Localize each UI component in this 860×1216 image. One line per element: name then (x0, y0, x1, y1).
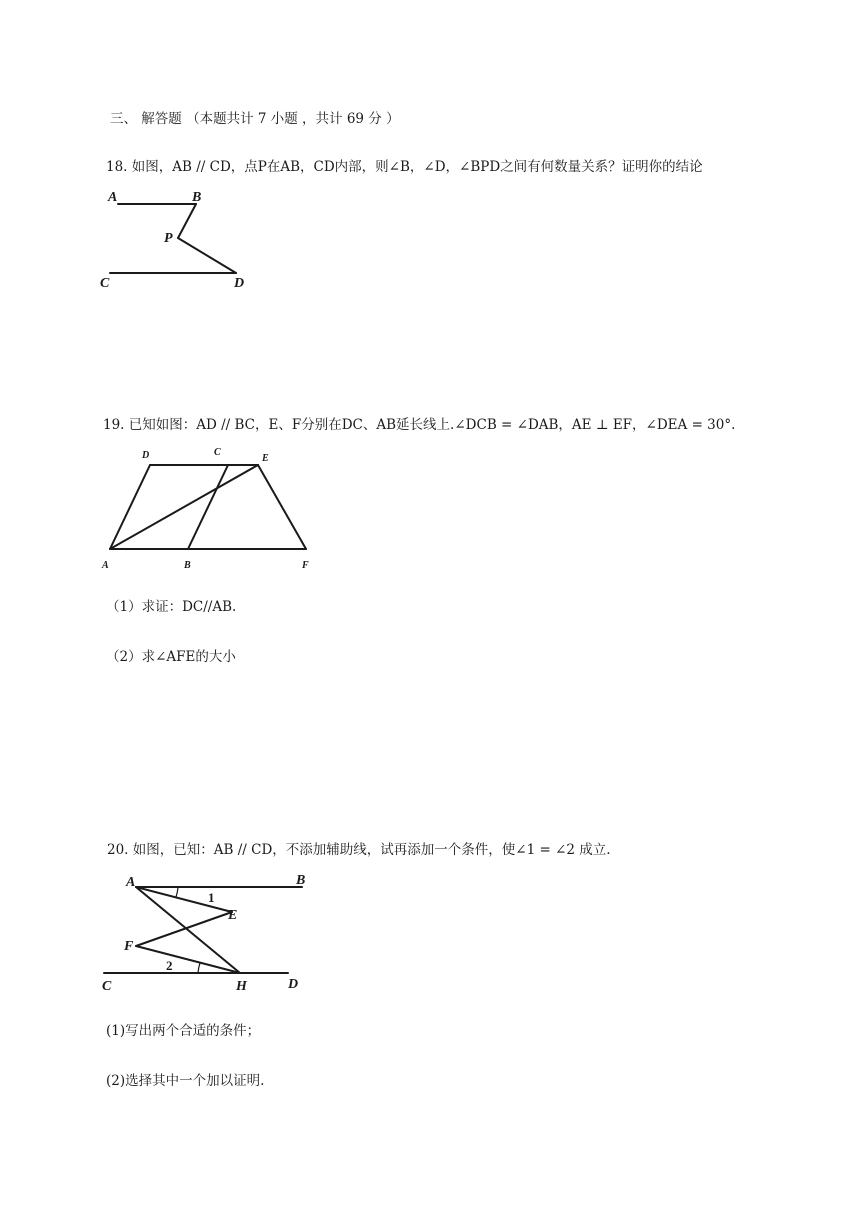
segment-ad (110, 465, 150, 549)
label-b: B (296, 873, 306, 888)
label-h: H (236, 979, 247, 994)
label-c: C (214, 447, 221, 458)
label-f: F (302, 560, 309, 571)
segment-bp (178, 204, 196, 238)
label-d: D (234, 276, 245, 291)
angle-1-arc (176, 887, 178, 897)
question-20-sub2: (2)选择其中一个加以证明. (106, 1073, 265, 1089)
label-c: C (102, 979, 112, 994)
label-f: F (124, 939, 134, 954)
label-b: B (192, 190, 202, 205)
label-e: E (228, 908, 238, 923)
label-a: A (126, 875, 136, 890)
label-c: C (100, 276, 110, 291)
segment-ef (258, 465, 306, 549)
label-angle-2: 2 (166, 958, 173, 973)
label-e: E (262, 453, 269, 464)
question-19-sub2: （2）求∠AFE的大小 (106, 649, 236, 665)
label-p: P (164, 231, 173, 246)
question-20-sub1: (1)写出两个合适的条件； (106, 1023, 261, 1039)
label-d: D (288, 977, 299, 992)
segment-pd (178, 238, 236, 273)
question-18-text: 18. 如图，AB // CD，点P在AB，CD内部，则∠B，∠D，∠BPD之间有何数量关系？证明你的结论 (106, 159, 703, 175)
segment-ae (110, 465, 258, 549)
section-title: 三、 解答题 （本题共计 7 小题 ，共计 69 分 ） (110, 111, 400, 127)
label-d: D (142, 450, 150, 461)
question-18-figure (98, 185, 278, 295)
question-20-text: 20. 如图，已知：AB // CD，不添加辅助线，试再添加一个条件，使∠1 = ∠2 成立. (107, 842, 611, 858)
segment-bc (188, 465, 228, 549)
label-a: A (108, 190, 118, 205)
question-19-text: 19. 已知如图：AD // BC，E、F分别在DC、AB延长线上.∠DCB = ∠DAB，AE ⊥ EF，∠DEA = 30°. (103, 417, 736, 433)
label-angle-1: 1 (208, 890, 215, 905)
label-a: A (102, 560, 109, 571)
question-20-figure (98, 870, 318, 1000)
angle-2-arc (198, 963, 200, 973)
label-b: B (184, 560, 191, 571)
question-19-figure (98, 443, 328, 573)
segment-ef (136, 912, 232, 946)
question-19-sub1: （1）求证：DC//AB. (106, 599, 237, 615)
